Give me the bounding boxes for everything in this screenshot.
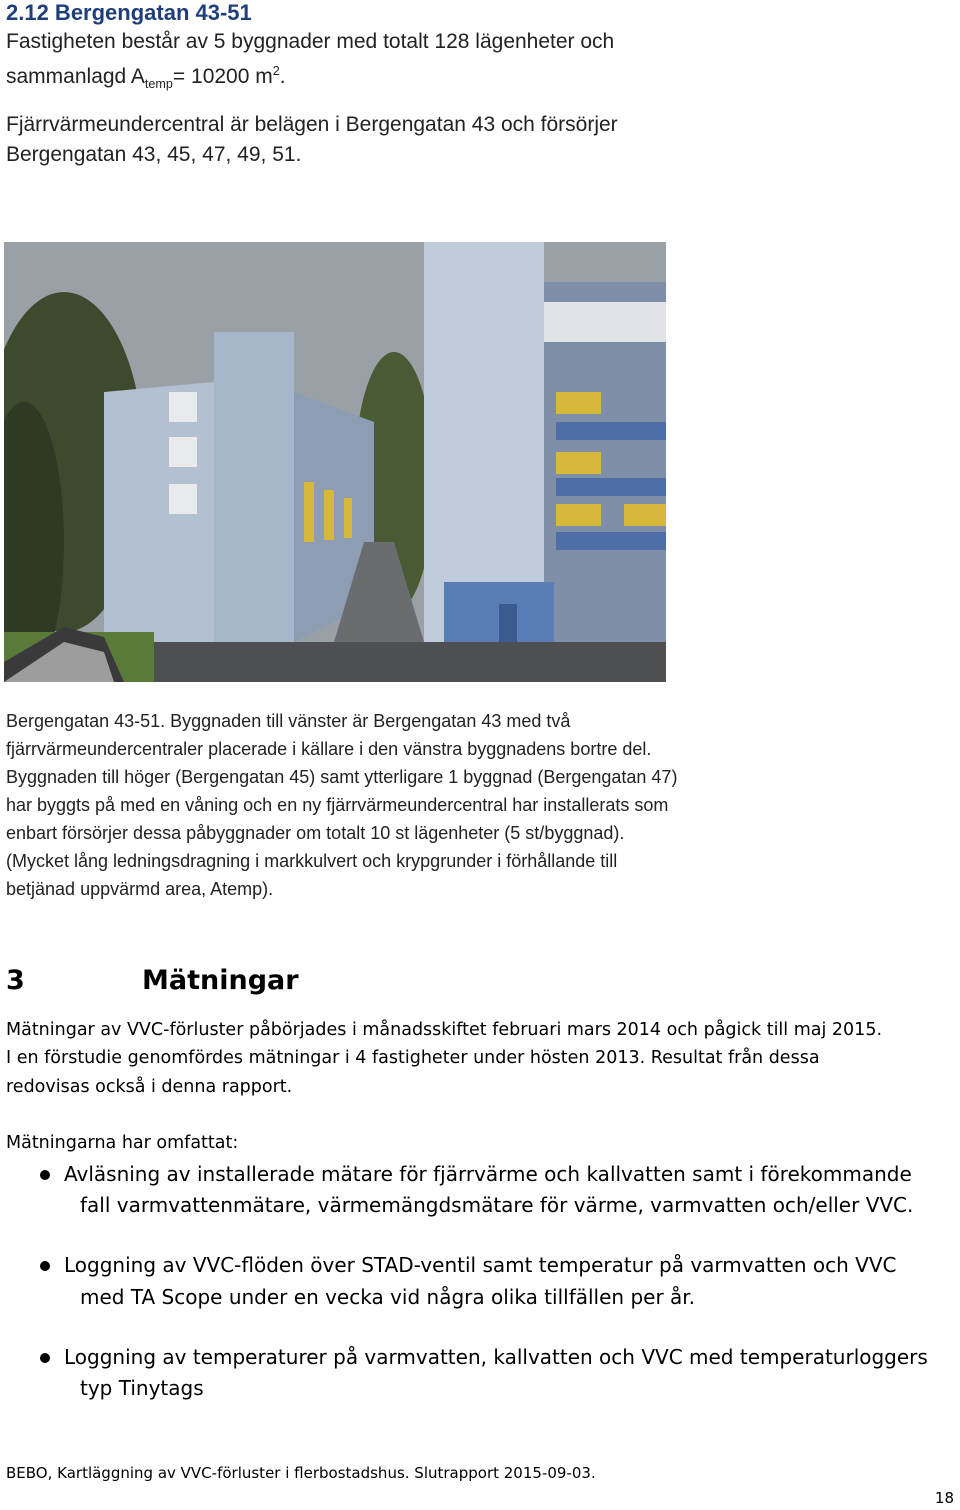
- caption-line: Byggnaden till höger (Bergengatan 45) samt ytterligare 1 byggnad (Bergengatan 47): [6, 767, 678, 787]
- caption-line: Bergengatan 43-51. Byggnaden till vänster är Bergengatan 43 med två: [6, 711, 571, 731]
- body-line: Mätningar av VVC-förluster påbörjades i månadsskiftet februari mars 2014 och pågick till maj 2015.: [6, 1020, 883, 1040]
- caption-line: har byggts på med en våning och en ny fjärrvärmeundercentral har installerats som: [6, 795, 669, 815]
- list-intro: Mätningarna har omfattat:: [6, 1133, 239, 1153]
- paragraph-line: Fjärrvärmeundercentral är belägen i Bergengatan 43 och försörjer: [6, 113, 618, 136]
- list-item: med TA Scope under en vecka vid några olika tillfällen per år.: [80, 1285, 696, 1309]
- heading-title: Mätningar: [142, 965, 299, 996]
- bullet-icon: [40, 1170, 50, 1180]
- bullet-icon: [40, 1261, 50, 1271]
- list-item: fall varmvattenmätare, värmemängdsmätare för värme, varmvatten och/eller VVC.: [80, 1193, 914, 1217]
- list-item: Loggning av temperaturer på varmvatten, kallvatten och VVC med temperaturloggers: [64, 1345, 928, 1369]
- body-line: I en förstudie genomfördes mätningar i 4 fastigheter under hösten 2013. Resultat från dessa: [6, 1048, 820, 1068]
- list-item: Loggning av VVC-flöden över STAD-ventil samt temperatur på varmvatten och VVC: [64, 1253, 897, 1277]
- body-line: redovisas också i denna rapport.: [6, 1077, 293, 1097]
- bullet-icon: [40, 1353, 50, 1363]
- list-item: Avläsning av installerade mätare för fjärrvärme och kallvatten samt i förekommande: [64, 1162, 912, 1186]
- caption-line: (Mycket lång ledningsdragning i markkulvert och krypgrunder i förhållande till: [6, 851, 618, 871]
- page-footer: BEBO, Kartläggning av VVC-förluster i flerbostadshus. Slutrapport 2015-09-03.: [6, 1464, 596, 1482]
- caption-line: fjärrvärmeundercentraler placerade i källare i den vänstra byggnadens bortre del.: [6, 739, 652, 759]
- building-photo: [4, 242, 666, 682]
- paragraph-line: Fastigheten består av 5 byggnader med totalt 128 lägenheter och: [6, 30, 615, 53]
- paragraph-line: Bergengatan 43, 45, 47, 49, 51.: [6, 143, 302, 166]
- caption-line: betjänad uppvärmd area, Atemp).: [6, 879, 274, 899]
- section-title: 2.12 Bergengatan 43-51: [6, 0, 252, 25]
- heading-number: 3: [6, 965, 25, 996]
- caption-line: enbart försörjer dessa påbyggnader om totalt 10 st lägenheter (5 st/byggnad).: [6, 823, 625, 843]
- paragraph-line: sammanlagd $A_{temp}= 10200$ $m^2$.: [6, 64, 286, 92]
- list-item: typ Tinytags: [80, 1376, 204, 1400]
- page-number: 18: [934, 1489, 954, 1507]
